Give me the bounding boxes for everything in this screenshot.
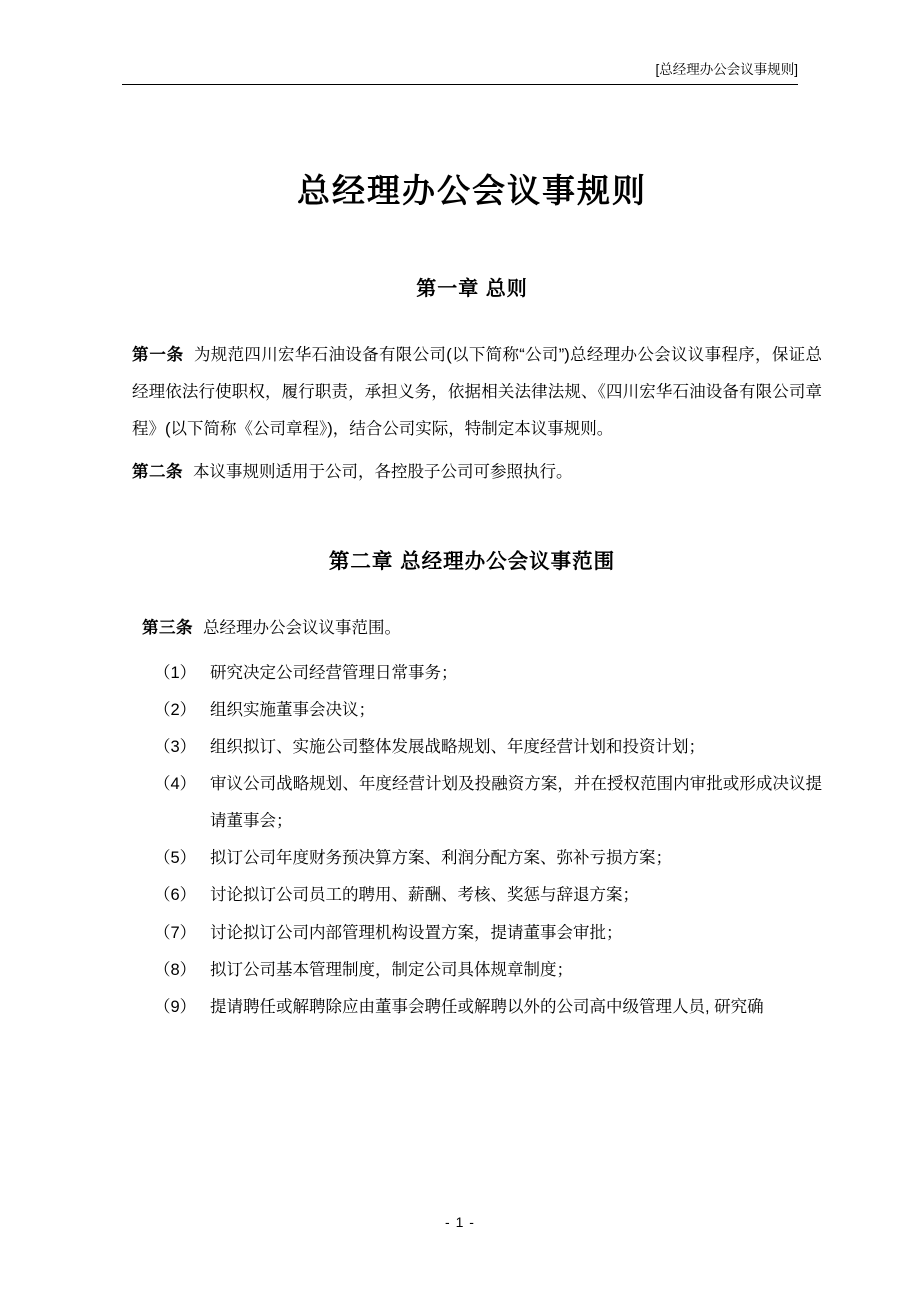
list-item-text: 拟订公司年度财务预决算方案、利润分配方案、弥补亏损方案； — [210, 849, 672, 868]
list-item — [122, 766, 822, 840]
article-three-label: 第三条 — [142, 618, 193, 637]
list-item-number: （5） — [154, 849, 197, 868]
article-one — [122, 337, 822, 448]
document-title: 总经理办公会议事规则 — [297, 172, 647, 209]
list-item — [122, 729, 822, 766]
list-item-number: （4） — [154, 775, 197, 793]
list-item-text: 拟订公司基本管理制度，制定公司具体规章制度； — [210, 960, 573, 979]
article-three-text: 总经理办公会议议事范围。 — [203, 618, 401, 637]
list-item — [122, 655, 822, 692]
list-item — [122, 989, 822, 1026]
page-header — [122, 62, 798, 85]
list-item-number: （1） — [154, 663, 197, 682]
list-item-text: 研究决定公司经营管理日常事务； — [210, 663, 458, 682]
chapter-two-heading: 第二章 总经理办公会议事范围 — [328, 549, 616, 573]
list-item-number: （3） — [154, 737, 197, 756]
list-item-text: 提请聘任或解聘除应由董事会聘任或解聘以外的公司高中级管理人员, 研究确 — [210, 997, 764, 1016]
page-number: - 1 - — [445, 1214, 475, 1230]
list-item-text: 组织拟订、实施公司整体发展战略规划、年度经营计划和投资计划； — [210, 737, 705, 756]
article-two — [122, 454, 822, 491]
list-item-text: 讨论拟订公司员工的聘用、薪酬、考核、奖惩与辞退方案； — [210, 886, 639, 905]
list-item — [122, 692, 822, 729]
running-head-text: [总经理办公会议事规则] — [655, 62, 798, 77]
list-item-number: （6） — [154, 886, 197, 905]
page-footer — [0, 1214, 920, 1230]
list-item — [122, 840, 822, 877]
article-three-items — [122, 655, 822, 1026]
list-item-text: 讨论拟订公司内部管理机构设置方案，提请董事会审批； — [210, 923, 623, 942]
list-item-number: （7） — [154, 923, 197, 942]
chapter-one-heading: 第一章 总则 — [416, 278, 528, 300]
document-body — [122, 155, 822, 1026]
list-item-number: （8） — [154, 960, 197, 979]
article-two-label: 第二条 — [132, 463, 183, 482]
list-item-text: 审议公司战略规划、年度经营计划及投融资方案，并在授权范围内审批或形成决议提请董事会； — [210, 775, 822, 831]
list-item — [122, 915, 822, 952]
article-two-text: 本议事规则适用于公司，各控股子公司可参照执行。 — [193, 463, 573, 482]
list-item-number: （9） — [154, 997, 197, 1016]
article-one-text: 为规范四川宏华石油设备有限公司(以下简称“公司”)总经理办公会议议事程序，保证总经理依法行使职权，履行职责，承担义务，依据相关法律法规、《四川宏华石油设备有限公司章程》(以下简称《公司章程》)，结合公司实际，特制定本议事规则。 — [132, 346, 822, 439]
list-item — [122, 952, 822, 989]
article-three — [122, 610, 822, 647]
article-one-label: 第一条 — [132, 346, 184, 364]
list-item — [122, 877, 822, 914]
list-item-text: 组织实施董事会决议； — [210, 700, 375, 719]
list-item-number: （2） — [154, 700, 197, 719]
